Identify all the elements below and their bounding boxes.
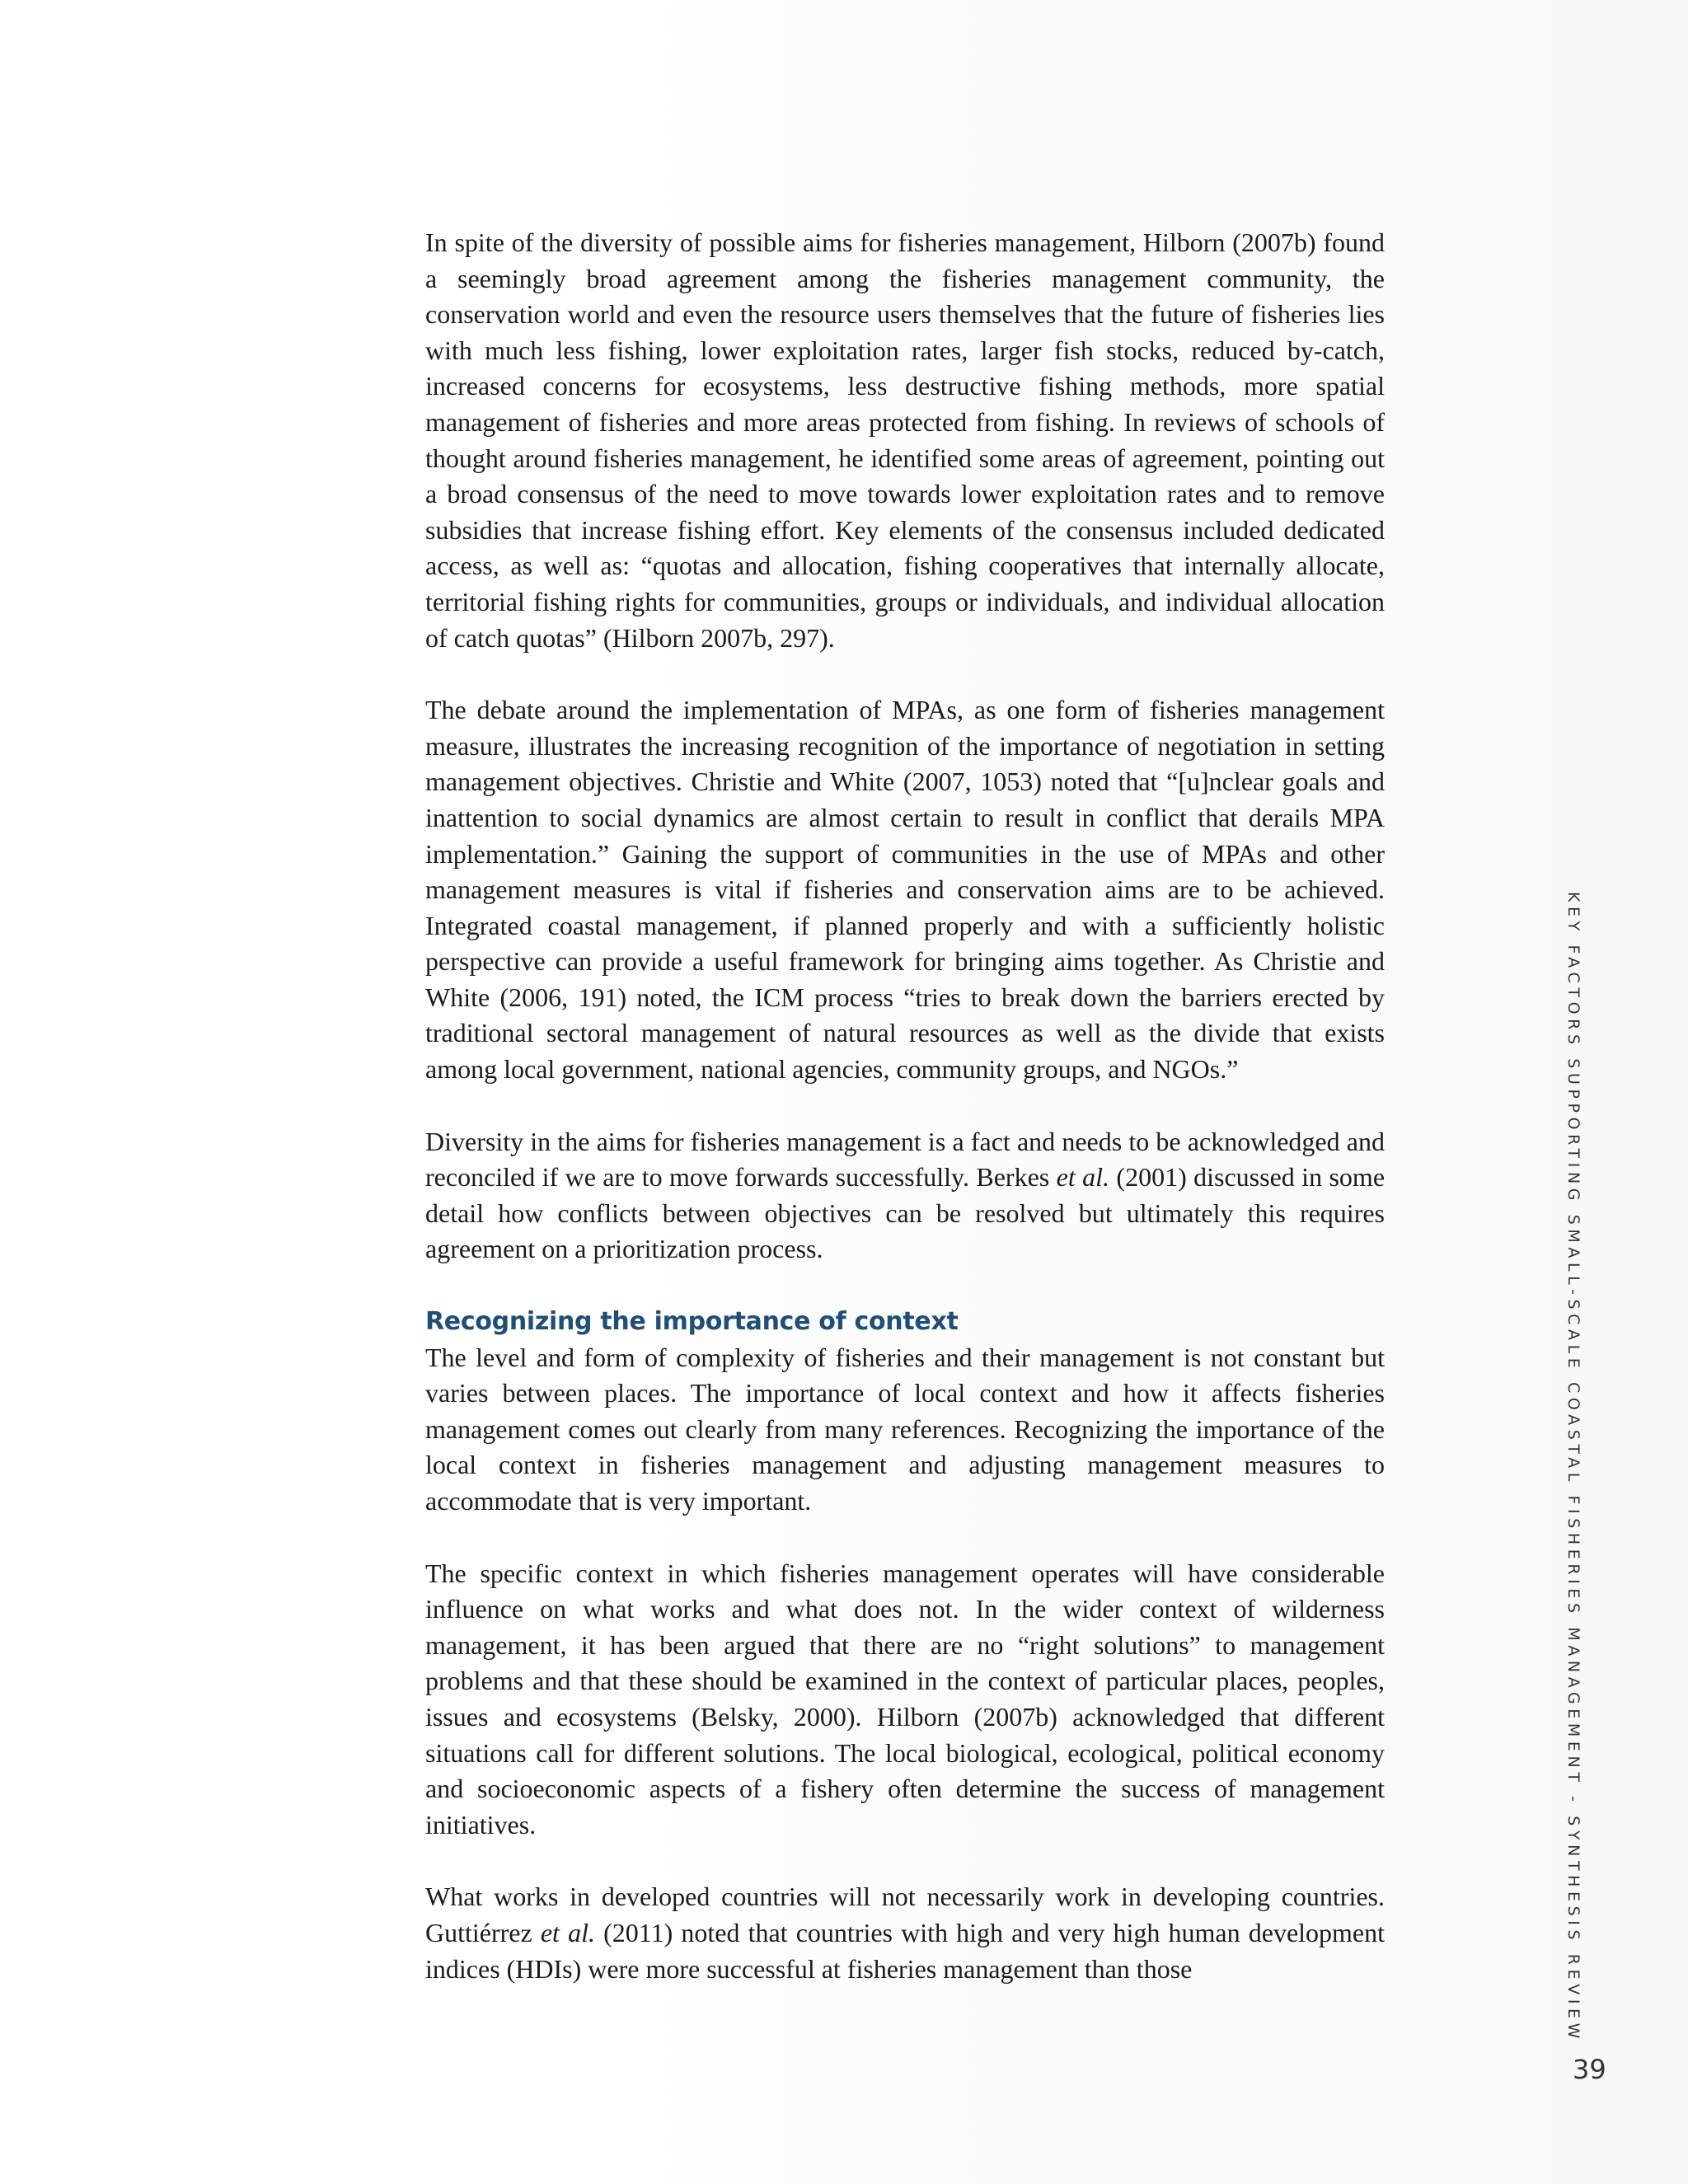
page-number: 39 bbox=[1573, 2054, 1606, 2085]
section-heading: Recognizing the importance of context bbox=[425, 1307, 959, 1337]
paragraph-complexity bbox=[425, 1340, 1385, 1520]
paragraph-text: What works in developed countries will not necessarily work in developing countries. Guttiérrez bbox=[425, 1882, 1385, 1947]
paragraph-mpa-debate bbox=[425, 692, 1385, 1088]
paragraph-text: Diversity in the aims for fisheries management is a fact and needs to be acknowledged and reconciled if we are to move forwards successfully. Berkes bbox=[425, 1126, 1385, 1193]
paragraph-text: The specific context in which fisheries management operates will have considerable influence on what works and what does not. In the wider context of wilderness management, it has been argued that there are no “right solutions” to management problems and that these should be examined in the context of particular places, peoples, issues and ecosystems (Belsky, 2000). Hilborn (2007b) acknowledged that different situations call for different solutions. The local biological, ecological, political economy and socioeconomic aspects of a fishery often determine the success of management initiatives. bbox=[425, 1558, 1385, 1840]
paragraph-text: (2001) discussed in some detail how conflicts between objectives can be resolved but ultimately this requires agreement on a prioritization process. bbox=[425, 1162, 1386, 1264]
paragraph-text: In spite of the diversity of possible aims for fisheries management, Hilborn (2007b) found a seemingly broad agreement among the fisheries management community, the conservation world and even the resource users themselves that the future of fisheries lies with much less fishing, lower exploitation rates, larger fish stocks, reduced by-catch, increased concerns for ecosystems, less destructive fishing methods, more spatial management of fisheries and more areas protected from fishing. In reviews of schools of thought around fisheries management, he identified some areas of agreement, pointing out a broad consensus of the need to move towards lower exploitation rates and to remove subsidies that increase fishing effort. Key elements of the consensus included dedicated access, as well as: “quotas and allocation, fishing cooperatives that internally allocate, territorial fishing rights for communities, groups or individuals, and individual allocation of catch quotas” (Hilborn 2007b, 297). bbox=[425, 227, 1385, 653]
paragraph-text: The level and form of complexity of fisheries and their management is not constant but varies between places. The importance of local context and how it affects fisheries management comes out clearly from many references. Recognizing the importance of the local context in fisheries management and adjusting management measures to accommodate that is very important. bbox=[425, 1342, 1385, 1516]
body-text bbox=[425, 225, 1385, 2023]
paragraph-text: The debate around the implementation of MPAs, as one form of fisheries management measure, illustrates the increasing recognition of the importance of negotiation in setting management objectives. Christie and White (2007, 1053) noted that “[u]nclear goals and inattention to social dynamics are almost certain to result in conflict that derails MPA implementation.” Gaining the support of communities in the use of MPAs and other management measures is vital if fisheries and conservation aims are to be achieved. Integrated coastal management, if planned properly and with a sufficiently holistic perspective can provide a useful framework for bringing aims together. As Christie and White (2006, 191) noted, the ICM process “tries to break down the barriers erected by traditional sectoral management of natural resources as well as the divide that exists among local government, national agencies, community groups, and NGOs.” bbox=[425, 695, 1385, 1085]
paragraph-specific-context bbox=[425, 1556, 1385, 1844]
paragraph-text: (2011) noted that countries with high and very high human development indices (HDIs) were more successful at fisheries management than those bbox=[425, 1917, 1386, 1984]
paragraph-diversity-aims bbox=[425, 1124, 1385, 1268]
paragraph-developed-countries bbox=[425, 1879, 1385, 1987]
paragraph-hilborn-consensus bbox=[425, 225, 1385, 656]
italic-citation: et al. bbox=[1056, 1162, 1110, 1193]
running-header-vertical: KEY FACTORS SUPPORTING SMALL-SCALE COASTAL FISHERIES MANAGEMENT - SYNTHESIS REVIEW bbox=[1564, 892, 1582, 2044]
italic-citation: et al. bbox=[540, 1917, 595, 1947]
